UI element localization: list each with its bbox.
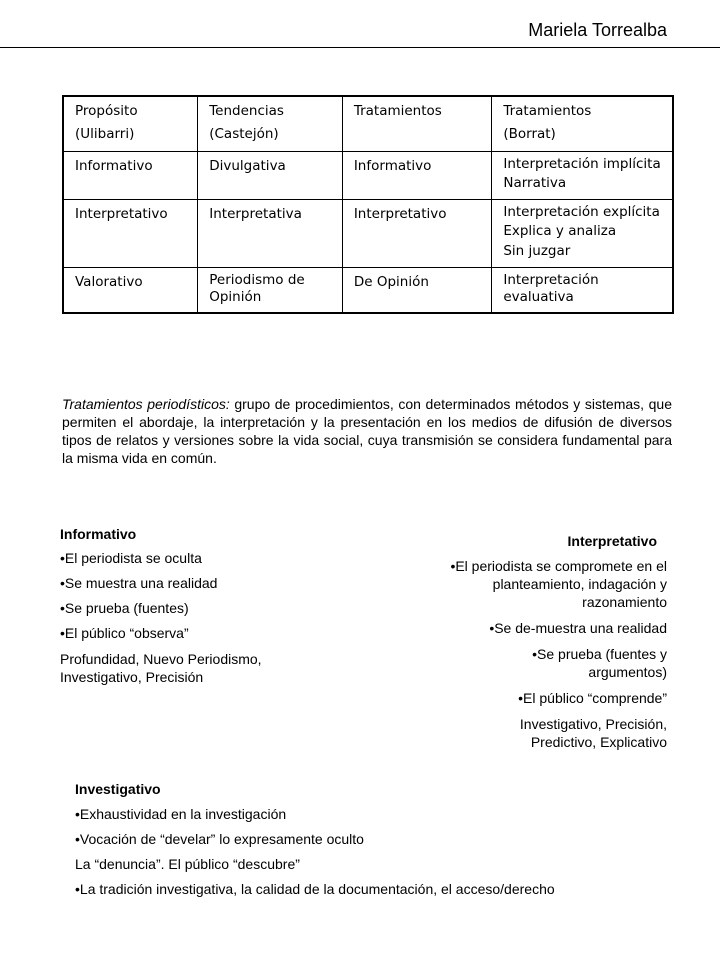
definition-text: grupo de procedimientos, con determinados métodos y sistemas, que permiten el abordaje, la interpretación y la presentación en los medios de difusión de diversos tipos de relatos y versiones sobre la vida social, cuya transmisión se considera fundamental para la misma vida en común. xyxy=(62,396,672,466)
table-cell: Informativo xyxy=(342,152,492,200)
definition-paragraph xyxy=(62,395,672,467)
informativo-item: •Se prueba (fuentes) xyxy=(60,600,189,616)
table-cell: Informativo xyxy=(63,152,198,200)
table-cell: Interpretativo xyxy=(342,200,492,268)
table-cell: Interpretativa xyxy=(198,200,343,268)
header-line: (Borrat) xyxy=(503,126,556,142)
header-rule xyxy=(0,47,720,48)
header-line: Propósito xyxy=(75,103,138,119)
interpretativo-title: Interpretativo xyxy=(567,533,657,549)
cell-line: Explica y analiza xyxy=(503,223,617,239)
table-cell xyxy=(492,200,673,268)
table-cell xyxy=(198,268,343,314)
interpretativo-item: •Se prueba (fuentes y argumentos) xyxy=(532,646,667,680)
table-header-cell xyxy=(63,96,198,152)
cell-line: Interpretación evaluativa xyxy=(503,272,599,305)
investigativo-title: Investigativo xyxy=(75,781,161,797)
investigativo-item: La “denuncia”. El público “descubre” xyxy=(75,856,300,872)
table-row xyxy=(63,268,673,314)
interpretativo-types: Investigativo, Precisión, Predictivo, Explicativo xyxy=(519,716,667,750)
investigativo-item: •Exhaustividad en la investigación xyxy=(75,806,287,822)
investigativo-item: •Vocación de “develar” lo expresamente oculto xyxy=(75,831,364,847)
table-row xyxy=(63,200,673,268)
cell-line: Interpretación explícita xyxy=(503,204,660,220)
informativo-item: •Se muestra una realidad xyxy=(60,575,218,591)
informativo-item: •El periodista se oculta xyxy=(60,550,202,566)
table-cell xyxy=(492,268,673,314)
investigativo-item: •La tradición investigativa, la calidad de la documentación, el acceso/derecho xyxy=(75,881,555,897)
cell-line: Narrativa xyxy=(503,175,567,191)
cell-line: Periodismo de Opinión xyxy=(209,272,305,305)
table-cell: Interpretativo xyxy=(63,200,198,268)
definition-term: Tratamientos periodísticos: xyxy=(62,396,230,412)
investigativo-block xyxy=(75,781,675,897)
table-header-cell xyxy=(198,96,343,152)
table-cell: Valorativo xyxy=(63,268,198,314)
header-line: Tratamientos xyxy=(503,103,592,119)
author-name: Mariela Torrealba xyxy=(528,20,667,40)
table-header-row xyxy=(63,96,673,152)
table-cell: Divulgativa xyxy=(198,152,343,200)
header-line: Tratamientos xyxy=(353,103,442,119)
header-line: (Ulibarri) xyxy=(75,126,135,142)
header-line: Tendencias xyxy=(209,103,284,119)
table-header-cell xyxy=(492,96,673,152)
interpretativo-item: •Se de-muestra una realidad xyxy=(489,620,667,636)
informativo-types: Profundidad, Nuevo Periodismo, Investigativo, Precisión xyxy=(60,651,262,685)
table-header-cell xyxy=(342,96,492,152)
informativo-title: Informativo xyxy=(60,526,137,542)
header-line: (Castejón) xyxy=(209,126,279,142)
cell-line: Interpretación implícita xyxy=(503,156,661,172)
interpretativo-block xyxy=(407,533,667,751)
comparison-table xyxy=(62,95,674,314)
interpretativo-item: •El periodista se compromete en el planteamiento, indagación y razonamiento xyxy=(450,558,667,610)
interpretativo-item: •El público “comprende” xyxy=(518,690,667,706)
table-row xyxy=(63,152,673,200)
table-cell xyxy=(492,152,673,200)
informativo-item: •El público “observa” xyxy=(60,625,189,641)
cell-line: Sin juzgar xyxy=(503,243,571,259)
informativo-block xyxy=(60,526,320,686)
table-cell: De Opinión xyxy=(342,268,492,314)
